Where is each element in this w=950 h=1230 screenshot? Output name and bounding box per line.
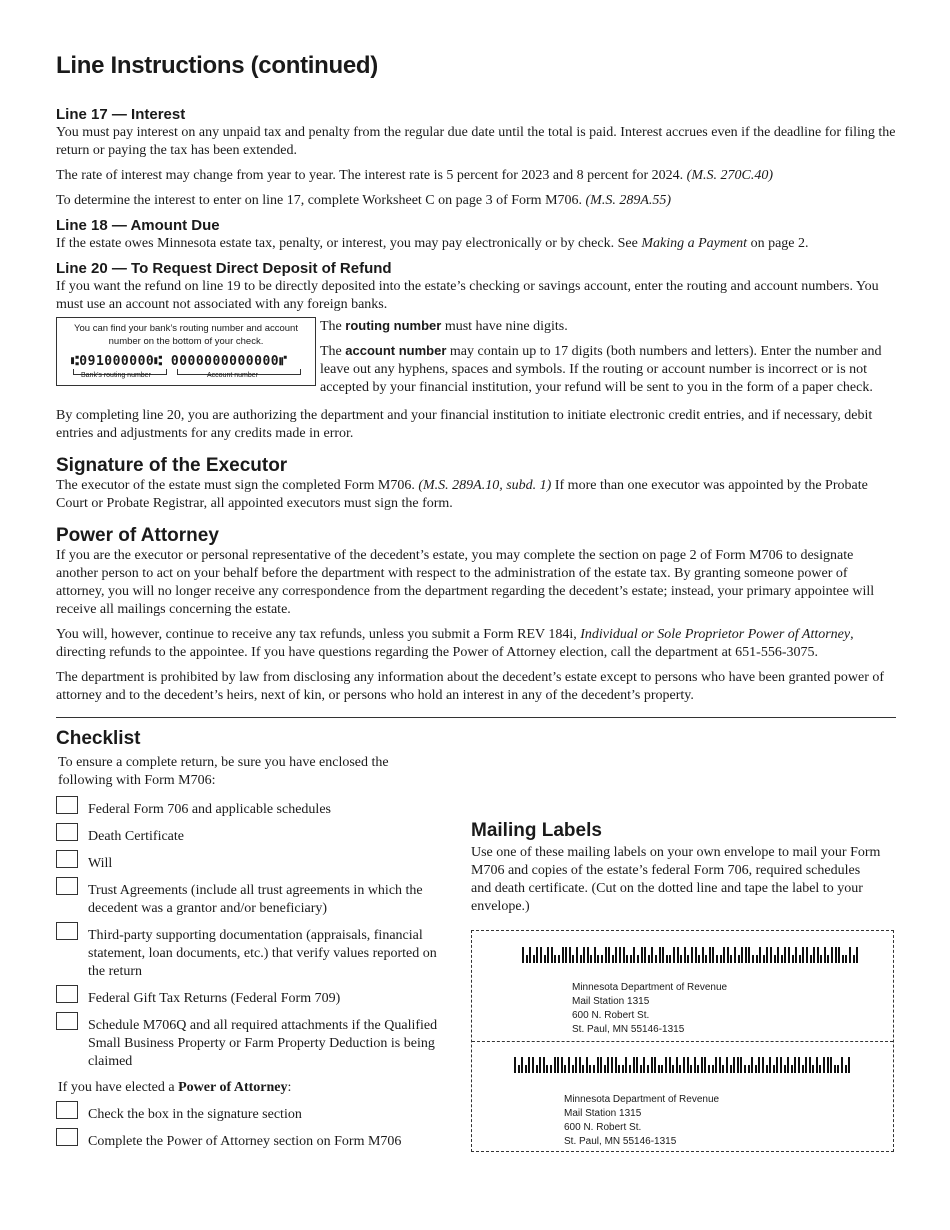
barcode-bar [569, 947, 571, 963]
checklist-item: Schedule M706Q and all required attachments if the Qualified Small Business Property or Farm Property Deduction is being claimed [56, 1012, 451, 1071]
line20-para1: If you want the refund on line 19 to be directly deposited into the estate’s checking or savings account, enter the routing and account numbers. You must use an account not associated with any foreign banks. [56, 279, 879, 312]
barcode-bar [629, 1065, 631, 1073]
checkbox[interactable] [56, 1128, 78, 1146]
barcode-bar [540, 947, 542, 963]
checkbox[interactable] [56, 1101, 78, 1119]
account-note: The account number may contain up to 17 digits (both numbers and letters). Enter the number and leave out any hyphens, spaces and symbols. If the routing or account number is incorrect or is not accepted by your financial institution, your refund will be sent to you in the form of a paper check. [320, 343, 882, 395]
line17-para2: The rate of interest may change from year to year. The interest rate is 5 percent for 2023 and 8 percent for 2024. (M.S. 270C.40) [56, 168, 773, 183]
barcode-bar [856, 947, 858, 963]
barcode-bar [572, 1065, 574, 1073]
mailing-intro: Use one of these mailing labels on your own envelope to mail your Form M706 and copies of the estate’s federal Form 706, required schedules and death certificate. (Cut on the dotted line and tape the label to your envelope.) [471, 845, 881, 914]
barcode-bar [586, 1057, 588, 1073]
barcode-bar [816, 1057, 818, 1073]
barcode-bar [841, 1057, 843, 1073]
barcode-bar [697, 1065, 699, 1073]
barcode-bar [655, 955, 657, 963]
barcode-bar [827, 955, 829, 963]
barcode-bar [651, 1057, 653, 1073]
barcode-bar [831, 947, 833, 963]
barcode-bar [784, 1065, 786, 1073]
barcode-bar [773, 1065, 775, 1073]
barcode-bar [641, 947, 643, 963]
line17-para3: To determine the interest to enter on line 17, complete Worksheet C on page 3 of Form M706. (M.S. 289A.55) [56, 193, 672, 208]
barcode-bar [601, 955, 603, 963]
barcode-bar [562, 947, 564, 963]
barcode-bar [780, 1057, 782, 1073]
signature-heading: Signature of the Executor [56, 455, 288, 476]
barcode-bar [712, 1065, 714, 1073]
barcode-bar [787, 1057, 789, 1073]
barcode-bar [600, 1057, 602, 1073]
barcode-bar [716, 955, 718, 963]
section-divider [56, 717, 896, 718]
checklist-item: Death Certificate [56, 823, 451, 846]
barcode-bar [794, 1057, 796, 1073]
barcode-bar [723, 947, 725, 963]
barcode-bar [539, 1057, 541, 1073]
barcode-bar [687, 1057, 689, 1073]
checklist-items [56, 796, 451, 1071]
barcode-bar [528, 1057, 530, 1073]
barcode-bar [637, 955, 639, 963]
barcode-bar [630, 955, 632, 963]
barcode-bar [748, 1065, 750, 1073]
poa-para2: You will, however, continue to receive any tax refunds, unless you submit a Form REV 184i, Individual or Sole Proprietor Power of Attorney, directing refunds to the appointee. If you have questions regarding the Power of Attorney election, call the department at 651-556-3075. [56, 627, 854, 660]
barcode-bar [774, 955, 776, 963]
barcode-bar [576, 947, 578, 963]
barcode-bar [845, 1065, 847, 1073]
barcode-bar [819, 1065, 821, 1073]
barcode-bar [715, 1057, 717, 1073]
checklist-section [56, 728, 451, 1155]
line20-authorize: By completing line 20, you are authorizing the department and your financial institution to initiate electronic credit entries, and if necessary, debit entries and adjustments for any credits made in error. [56, 408, 873, 441]
barcode-bar [784, 947, 786, 963]
mailing-heading: Mailing Labels [471, 820, 602, 841]
barcode-bar [673, 947, 675, 963]
barcode-bar [619, 947, 621, 963]
barcode-bar [543, 1057, 545, 1073]
barcode-bar [734, 947, 736, 963]
checkbox[interactable] [56, 850, 78, 868]
barcode-bar [658, 1065, 660, 1073]
barcode-bar [550, 1065, 552, 1073]
barcode-bar [766, 947, 768, 963]
barcode-bar [522, 947, 524, 963]
barcode-bar [806, 947, 808, 963]
barcode-bar [726, 1057, 728, 1073]
barcode-bar [824, 947, 826, 963]
barcode-bar [583, 947, 585, 963]
mailing-labels [471, 930, 894, 1152]
barcode-bar [691, 947, 693, 963]
account-caption: Account number [207, 372, 258, 379]
line20-section [56, 260, 896, 443]
barcode-bar [615, 1057, 617, 1073]
check-note: You can find your bank’s routing number and account number on the bottom of your check. [74, 323, 298, 347]
barcode-bar [810, 955, 812, 963]
barcode-bar [659, 947, 661, 963]
signature-para: The executor of the estate must sign the completed Form M706. (M.S. 289A.10, subd. 1) If more than one executor was appointed by the Probate Court or Probate Registrar, all appointed executors must sign the form. [56, 478, 868, 511]
barcode-bar [605, 947, 607, 963]
barcode-bar [521, 1057, 523, 1073]
barcode-bar [770, 947, 772, 963]
barcode-bar [594, 947, 596, 963]
barcode-bar [643, 1057, 645, 1073]
barcode-bar [546, 1065, 548, 1073]
barcode-bar [533, 955, 535, 963]
barcode-bar [759, 947, 761, 963]
micr-line: ⑆091000000⑆ 0000000000000⑈ [71, 354, 288, 369]
barcode-bar [813, 947, 815, 963]
barcode-bar [792, 955, 794, 963]
barcode-bar [762, 1057, 764, 1073]
barcode-bar [690, 1065, 692, 1073]
page-title: Line Instructions (continued) [56, 52, 378, 79]
checkbox[interactable] [56, 985, 78, 1003]
barcode-bar [748, 947, 750, 963]
barcode-bar [799, 955, 801, 963]
barcode-bar [695, 947, 697, 963]
barcode-bar [557, 1057, 559, 1073]
barcode-bar [817, 947, 819, 963]
checkbox[interactable] [56, 922, 78, 940]
mailing-address: Minnesota Department of Revenue Mail Station 1315 600 N. Robert St. St. Paul, MN 55146-1315 [564, 1094, 720, 1147]
barcode-bar [730, 955, 732, 963]
barcode-bar [733, 1057, 735, 1073]
barcode-bar [590, 955, 592, 963]
barcode-bar [709, 947, 711, 963]
barcode-bar [662, 947, 664, 963]
checklist-item: Third-party supporting documentation (appraisals, financial statement, loan documents, etc.) that verify values reported on the return [56, 922, 451, 981]
barcode-bar [587, 947, 589, 963]
barcode-bar [683, 1057, 685, 1073]
checklist-item: Will [56, 850, 451, 873]
barcode-bar [633, 947, 635, 963]
barcode-bar [704, 1057, 706, 1073]
barcode-bar [589, 1065, 591, 1073]
barcode-bar [677, 947, 679, 963]
barcode-bar [644, 947, 646, 963]
barcode-bar [525, 1065, 527, 1073]
line20-heading: Line 20 — To Request Direct Deposit of Refund [56, 260, 392, 277]
poa-para3: The department is prohibited by law from disclosing any information about the decedent’s estate except to persons who have been granted power of attorney and to the decedent’s heirs, next of kin, or persons who hold an interest in any of the decedent’s property. [56, 670, 885, 703]
barcode-bar [827, 1057, 829, 1073]
barcode-bar [781, 955, 783, 963]
barcode-bar [536, 947, 538, 963]
bank-info-row [56, 317, 896, 403]
barcode-bar [848, 1057, 850, 1073]
barcode-bar [518, 1065, 520, 1073]
line18-section [56, 217, 896, 253]
barcode-bar [551, 947, 553, 963]
barcode-bar [776, 1057, 778, 1073]
barcode-bar [572, 955, 574, 963]
barcode-bar [544, 955, 546, 963]
checklist-item: Trust Agreements (include all trust agreements in which the decedent was a grantor and/or beneficiary) [56, 877, 451, 918]
barcode-bar [751, 1057, 753, 1073]
barcode-bar [554, 1057, 556, 1073]
barcode-bar [611, 1057, 613, 1073]
barcode-bar [666, 955, 668, 963]
barcode-bar [568, 1057, 570, 1073]
barcode-bar [823, 1057, 825, 1073]
barcode-bar [853, 955, 855, 963]
barcode-bar [680, 955, 682, 963]
barcode-bar [701, 1057, 703, 1073]
citation: (M.S. 289A.55) [585, 193, 672, 208]
barcode-bar [529, 947, 531, 963]
poa-para1: If you are the executor or personal representative of the decedent’s estate, you may complete the section on page 2 of Form M706 to designate another person to act on your behalf before the department with respect to the administration of the estate tax. By granting someone power of attorney, you will no longer receive any correspondence from the department regarding the decedent’s estate; instead, your primary appointee will receive all mailings concerning the estate. [56, 548, 875, 617]
line17-heading: Line 17 — Interest [56, 106, 186, 123]
checkbox[interactable] [56, 877, 78, 895]
barcode-bar [769, 1057, 771, 1073]
barcode-bar [615, 947, 617, 963]
line18-para1: If the estate owes Minnesota estate tax, penalty, or interest, you may pay electronically or by check. See Making a Payment on page 2. [56, 236, 809, 251]
check-diagram [56, 317, 316, 386]
barcode-bar [514, 1057, 516, 1073]
barcode-bar [622, 1065, 624, 1073]
barcode-bar [740, 1057, 742, 1073]
barcode-bar [565, 947, 567, 963]
barcode-bar [604, 1065, 606, 1073]
line17-para1: You must pay interest on any unpaid tax and penalty from the regular due date until the total is paid. Interest accrues even if the deadline for filing the return or paying the tax has been extended. [56, 125, 896, 158]
poa-heading: Power of Attorney [56, 525, 219, 546]
mailing-address: Minnesota Department of Revenue Mail Station 1315 600 N. Robert St. St. Paul, MN 55146-1315 [572, 982, 728, 1035]
barcode-bar [830, 1057, 832, 1073]
postal-barcode [514, 1055, 852, 1071]
barcode-bar [676, 1057, 678, 1073]
barcode-bar [547, 947, 549, 963]
barcode-bar [679, 1065, 681, 1073]
barcode-bar [575, 1057, 577, 1073]
barcode-bar [665, 1057, 667, 1073]
signature-section [56, 455, 896, 513]
barcode-bar [805, 1057, 807, 1073]
barcode-bar [672, 1065, 674, 1073]
barcode-bar [705, 955, 707, 963]
barcode-bar [777, 947, 779, 963]
poa-checklist-item: Complete the Power of Attorney section on Form M706 [56, 1128, 451, 1151]
barcode-bar [763, 955, 765, 963]
barcode-bar [633, 1057, 635, 1073]
postal-barcode [522, 945, 860, 961]
barcode-bar [758, 1057, 760, 1073]
barcode-bar [752, 955, 754, 963]
barcode-bar [669, 955, 671, 963]
citation: (M.S. 270C.40) [686, 168, 773, 183]
cut-line [472, 1041, 893, 1042]
checklist-intro: To ensure a complete return, be sure you have enclosed the following with Form M706: [58, 755, 389, 788]
barcode-bar [802, 1065, 804, 1073]
barcode-bar [835, 947, 837, 963]
barcode-bar [708, 1065, 710, 1073]
checklist-heading: Checklist [56, 728, 141, 749]
routing-caption: Bank’s routing number [81, 372, 151, 379]
barcode-bar [719, 1057, 721, 1073]
barcode-bar [842, 955, 844, 963]
barcode-bar [597, 1057, 599, 1073]
barcode-bar [694, 1057, 696, 1073]
checklist-item: Federal Form 706 and applicable schedules [56, 796, 451, 819]
mailing-labels-section [471, 820, 896, 1152]
barcode-bar [636, 1057, 638, 1073]
barcode-bar [536, 1065, 538, 1073]
barcode-bar [766, 1065, 768, 1073]
poa-section [56, 525, 896, 705]
barcode-bar [684, 947, 686, 963]
barcode-bar [738, 955, 740, 963]
barcode-bar [526, 955, 528, 963]
barcode-bar [720, 955, 722, 963]
barcode-bar [582, 1065, 584, 1073]
barcode-bar [618, 1065, 620, 1073]
barcode-bar [820, 955, 822, 963]
bank-explanations [320, 317, 896, 403]
barcode-bar [849, 947, 851, 963]
line18-heading: Line 18 — Amount Due [56, 217, 220, 234]
barcode-bar [745, 947, 747, 963]
barcode-bar [532, 1057, 534, 1073]
barcode-bar [722, 1065, 724, 1073]
line17-section [56, 106, 896, 210]
barcode-bar [756, 955, 758, 963]
barcode-bar [712, 947, 714, 963]
barcode-bar [580, 955, 582, 963]
poa-checklist-intro: If you have elected a Power of Attorney: [58, 1080, 292, 1095]
checkbox[interactable] [56, 796, 78, 814]
barcode-bar [838, 947, 840, 963]
barcode-bar [597, 955, 599, 963]
barcode-bar [744, 1065, 746, 1073]
barcode-bar [651, 947, 653, 963]
barcode-bar [654, 1057, 656, 1073]
checklist-item: Federal Gift Tax Returns (Federal Form 709) [56, 985, 451, 1008]
routing-note: The routing number must have nine digits. [320, 318, 568, 334]
checkbox[interactable] [56, 823, 78, 841]
barcode-bar [837, 1065, 839, 1073]
barcode-bar [788, 947, 790, 963]
barcode-bar [698, 955, 700, 963]
barcode-bar [809, 1057, 811, 1073]
barcode-bar [795, 947, 797, 963]
barcode-bar [737, 1057, 739, 1073]
barcode-bar [612, 955, 614, 963]
barcode-bar [741, 947, 743, 963]
barcode-bar [593, 1065, 595, 1073]
barcode-bar [727, 947, 729, 963]
barcode-bar [845, 955, 847, 963]
barcode-bar [608, 947, 610, 963]
barcode-bar [834, 1065, 836, 1073]
poa-checklist-item: Check the box in the signature section [56, 1101, 451, 1124]
barcode-bar [661, 1065, 663, 1073]
citation: (M.S. 289A.10, subd. 1) [418, 478, 552, 493]
barcode-bar [561, 1057, 563, 1073]
barcode-bar [579, 1057, 581, 1073]
barcode-bar [623, 947, 625, 963]
barcode-bar [607, 1057, 609, 1073]
barcode-bar [647, 1065, 649, 1073]
bottom-area [56, 728, 896, 1168]
barcode-bar [812, 1065, 814, 1073]
barcode-bar [625, 1057, 627, 1073]
barcode-bar [802, 947, 804, 963]
barcode-bar [640, 1065, 642, 1073]
barcode-bar [554, 955, 556, 963]
barcode-bar [626, 955, 628, 963]
checkbox[interactable] [56, 1012, 78, 1030]
barcode-bar [564, 1065, 566, 1073]
barcode-bar [755, 1065, 757, 1073]
barcode-bar [669, 1057, 671, 1073]
barcode-bar [648, 955, 650, 963]
barcode-bar [558, 955, 560, 963]
barcode-bar [687, 955, 689, 963]
barcode-bar [702, 947, 704, 963]
barcode-bar [791, 1065, 793, 1073]
barcode-bar [730, 1065, 732, 1073]
barcode-bar [798, 1057, 800, 1073]
